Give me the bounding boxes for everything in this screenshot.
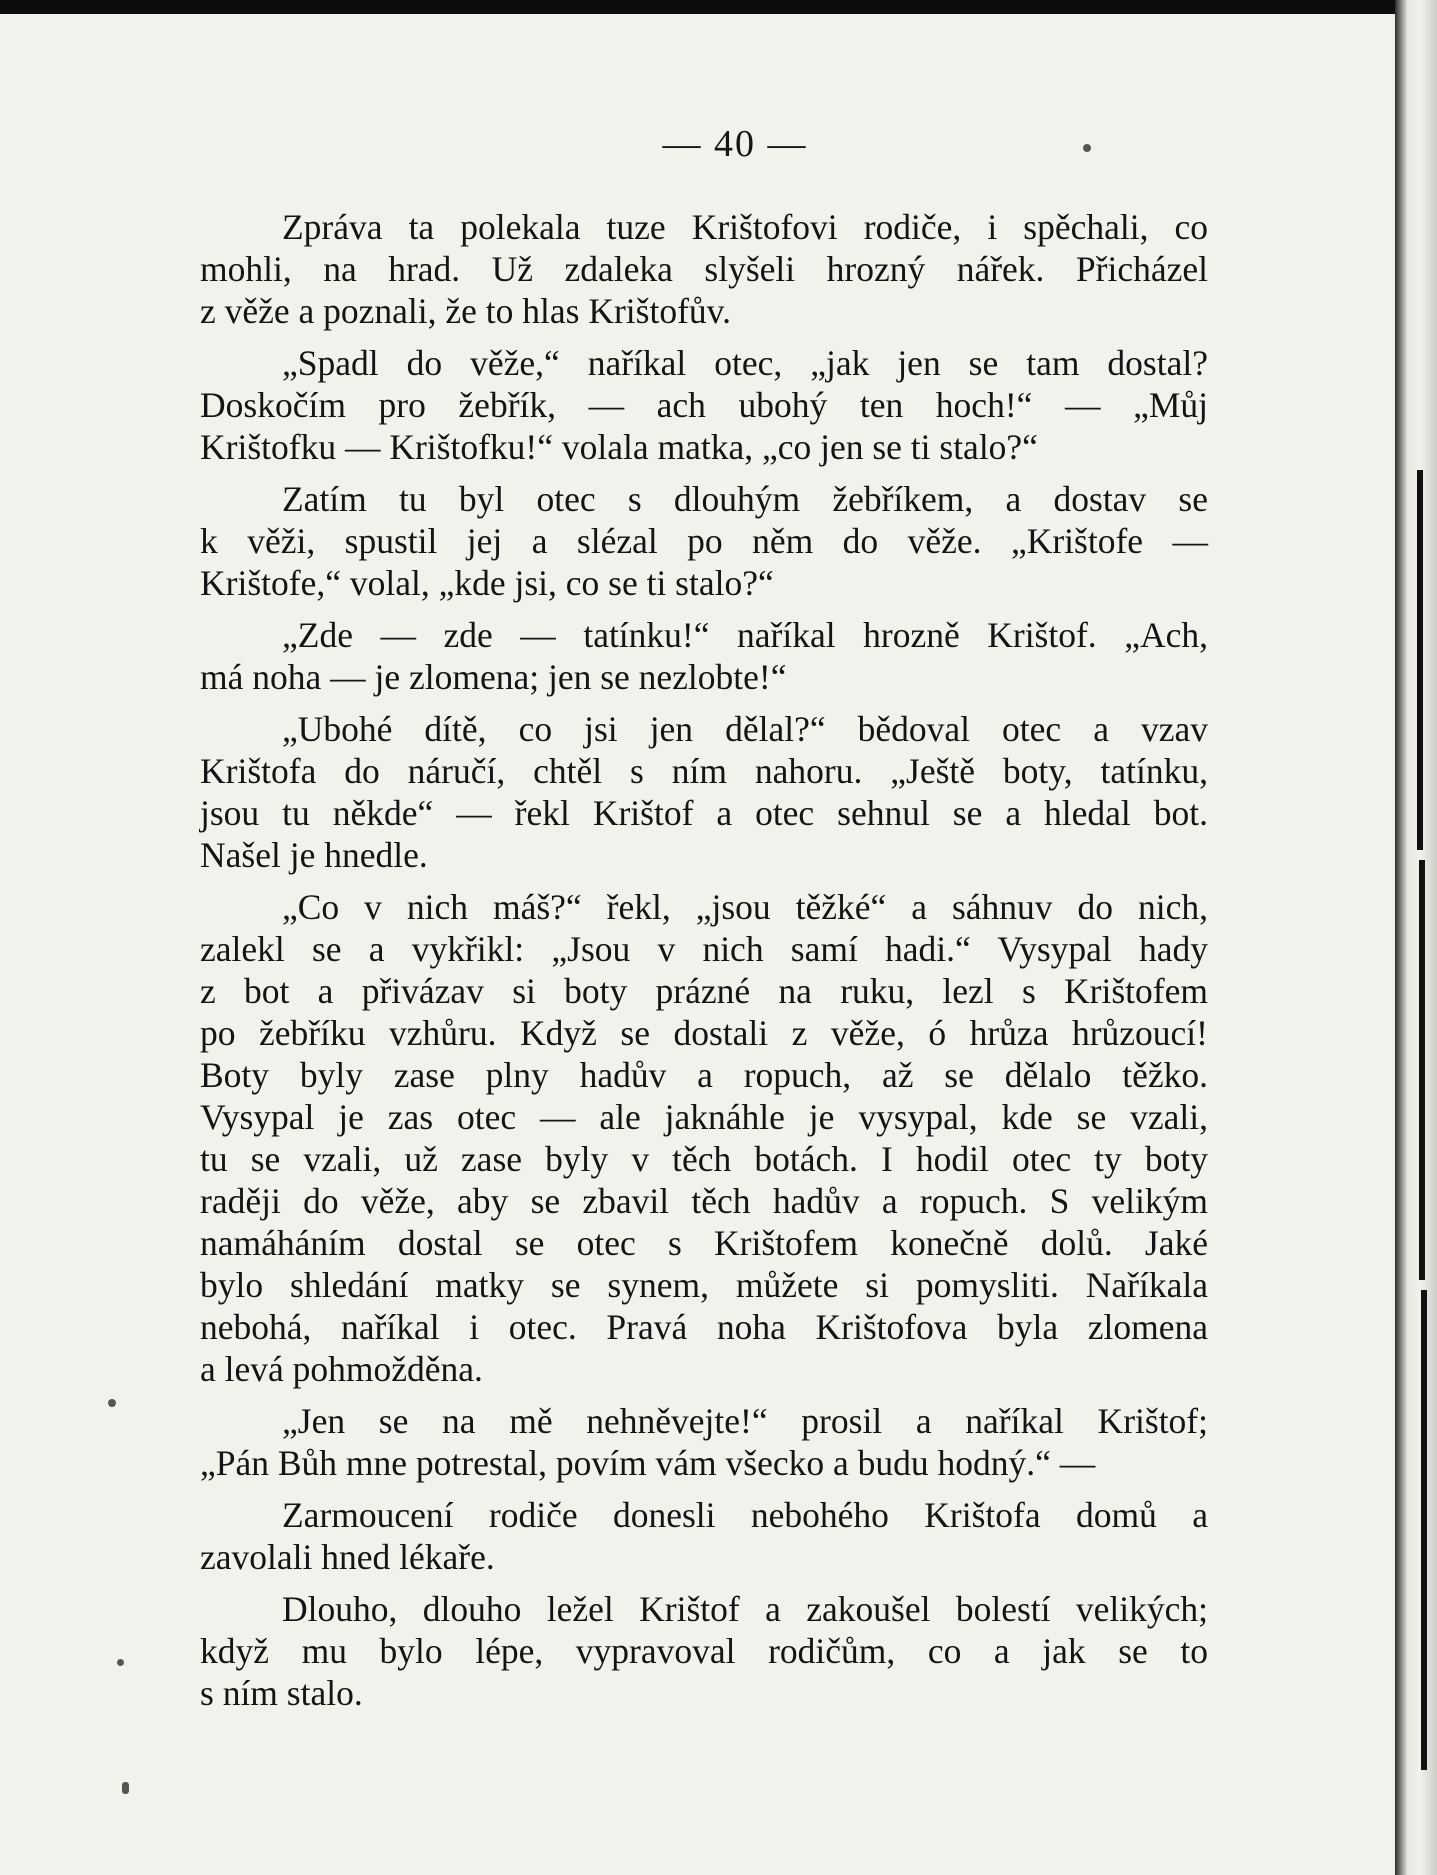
scan-speck [1083,144,1091,152]
page-edge-line [1421,1290,1427,1770]
text-line: „Ubohé dítě, co jsi jen dělal?“ bědoval otec a vzav [282,709,1208,749]
text-line: mohli, na hrad. Už zdaleka slyšeli hrozný nářek. Přicházel [200,249,1208,289]
paragraph [200,886,1290,1390]
text-line: zavolali hned lékaře. [200,1537,495,1577]
paragraph [200,1494,1290,1578]
text-line: zalekl se a vykřikl: „Jsou v nich samí hadi.“ Vysypal hady [200,929,1208,969]
text-line: k věži, spustil jej a slézal po něm do věže. „Krištofe — [200,521,1208,561]
text-line: „Spadl do věže,“ naříkal otec, „jak jen se tam dostal? [282,343,1208,383]
text-line: Krištofa do náručí, chtěl s ním nahoru. „Ještě boty, tatínku, [200,751,1208,791]
text-line: tu se vzali, už zase byly v těch botách. I hodil otec ty boty [200,1139,1208,1179]
paragraph [200,206,1290,332]
paragraph [200,1588,1290,1714]
text-line: Krištofe,“ volal, „kde jsi, co se ti stalo?“ [200,563,774,603]
text-line: Vysypal je zas otec — ale jaknáhle je vysypal, kde se vzali, [200,1097,1208,1137]
body-text [200,206,1290,1724]
page-number: — 40 — [662,123,808,165]
text-line: bylo shledání matky se synem, můžete si pomysliti. Naříkala [200,1265,1208,1305]
text-line: po žebříku vzhůru. Když se dostali z věže, ó hrůza hrůzoucí! [200,1013,1208,1053]
text-line: Doskočím pro žebřík, — ach ubohý ten hoch!“ — „Můj [200,385,1208,425]
scan-speck [122,1782,129,1794]
paragraph [200,614,1290,698]
text-line: Krištofku — Krištofku!“ volala matka, „co jen se ti stalo?“ [200,427,1038,467]
text-line: s ním stalo. [200,1673,363,1713]
paragraph [200,342,1290,468]
text-line: „Jen se na mě nehněvejte!“ prosil a naříkal Krištof; [282,1401,1208,1441]
text-line: Zpráva ta polekala tuze Krištofovi rodiče, i spěchali, co [282,207,1208,247]
text-line: Dlouho, dlouho ležel Krištof a zakoušel bolestí velikých; [282,1589,1208,1629]
text-line: Zatím tu byl otec s dlouhým žebříkem, a dostav se [282,479,1208,519]
paragraph [200,1400,1290,1484]
text-line: nebohá, naříkal i otec. Pravá noha Krištofova byla zlomena [200,1307,1208,1347]
page-edge-line [1417,470,1423,850]
text-line: Boty byly zase plny hadův a ropuch, až se dělalo těžko. [200,1055,1208,1095]
paper-sheet [0,14,1395,1875]
paragraph [200,708,1290,876]
text-line: Našel je hnedle. [200,835,428,875]
page-edge-line [1419,860,1425,1280]
text-line: namáháním dostal se otec s Krištofem konečně dolů. Jaké [200,1223,1208,1263]
scan-speck [117,1659,124,1666]
text-line: má noha — je zlomena; jen se nezlobte!“ [200,657,787,697]
text-line: jsou tu někde“ — řekl Krištof a otec sehnul se a hledal bot. [200,793,1208,833]
text-line: „Co v nich máš?“ řekl, „jsou těžké“ a sáhnuv do nich, [282,887,1208,927]
text-line: z věže a poznali, že to hlas Krištofův. [200,291,731,331]
text-line: a levá pohmožděna. [200,1349,483,1389]
text-line: raději do věže, aby se zbavil těch hadův a ropuch. S velikým [200,1181,1208,1221]
scan-speck [108,1399,116,1407]
text-line: když mu bylo lépe, vypravoval rodičům, co a jak se to [200,1631,1208,1671]
text-line: „Pán Bůh mne potrestal, povím vám všecko a budu hodný.“ — [200,1443,1096,1483]
paragraph [200,478,1290,604]
text-line: z bot a přivázav si boty prázné na ruku, lezl s Krištofem [200,971,1208,1011]
text-line: Zarmoucení rodiče donesli nebohého Krištofa domů a [282,1495,1208,1535]
text-line: „Zde — zde — tatínku!“ naříkal hrozně Krištof. „Ach, [282,615,1208,655]
page-edge [1395,0,1437,1875]
